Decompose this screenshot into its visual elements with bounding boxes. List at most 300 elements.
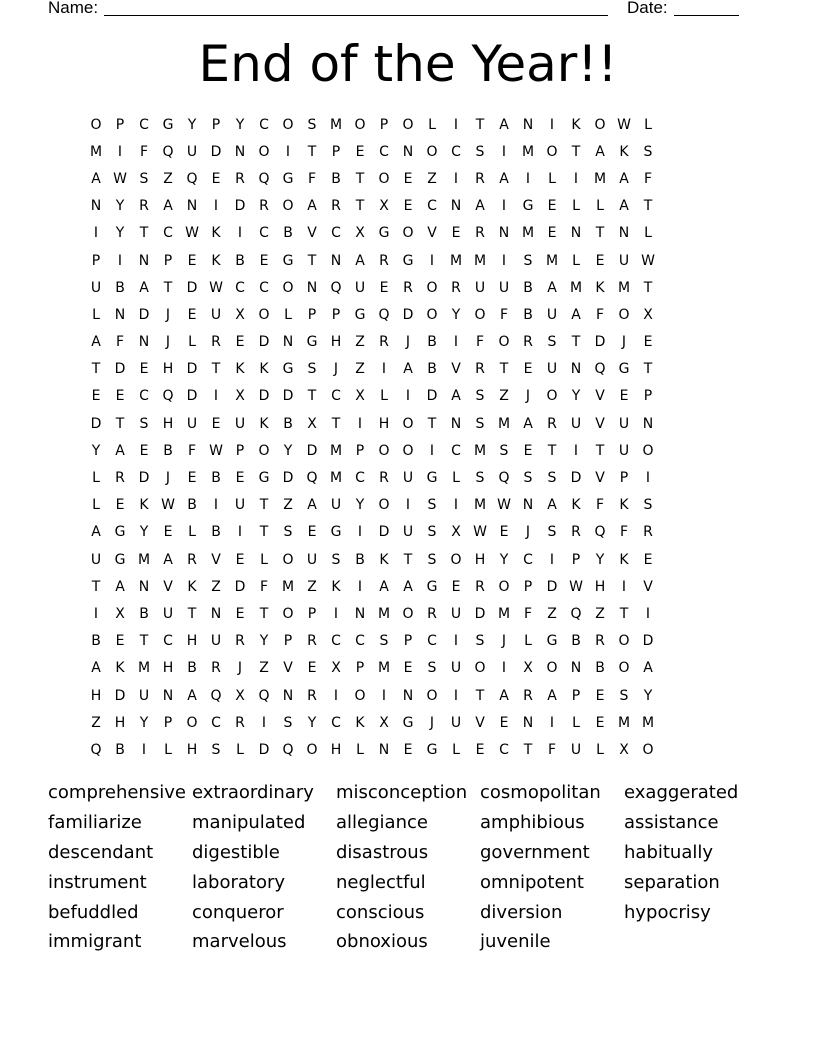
grid-row xyxy=(84,274,732,301)
grid-letter: S xyxy=(499,442,509,459)
word-list-item: allegiance xyxy=(336,812,428,834)
grid-letter: D xyxy=(114,687,126,704)
grid-letter: F xyxy=(595,306,605,323)
grid-letter: S xyxy=(427,497,437,514)
grid-letter: N xyxy=(402,687,414,704)
grid-letter: I xyxy=(357,415,363,432)
grid-letter: N xyxy=(186,198,198,215)
grid-letter: M xyxy=(329,442,343,459)
grid-letter: I xyxy=(237,524,243,541)
grid-letter: W xyxy=(209,442,223,459)
grid-letter: K xyxy=(139,497,149,514)
grid-letter: V xyxy=(451,361,461,378)
grid-letter: T xyxy=(259,497,269,514)
grid-letter: U xyxy=(546,361,558,378)
grid-letter: T xyxy=(571,143,581,160)
grid-letter: R xyxy=(571,524,581,541)
page-title: End of the Year!! xyxy=(198,35,618,93)
grid-letter: D xyxy=(258,388,270,405)
word-list-item: obnoxious xyxy=(336,931,428,953)
word-list-item: exaggerated xyxy=(624,782,739,804)
grid-letter: P xyxy=(163,252,173,269)
grid-letter: U xyxy=(162,605,174,622)
grid-letter: C xyxy=(499,741,509,758)
grid-letter: M xyxy=(449,252,463,269)
grid-letter: W xyxy=(641,252,655,269)
grid-letter: I xyxy=(621,578,627,595)
date-label: Date: xyxy=(627,0,668,17)
grid-letter: A xyxy=(163,198,173,215)
grid-letter: O xyxy=(498,334,510,351)
grid-row xyxy=(84,682,732,709)
grid-letter: I xyxy=(453,170,459,187)
grid-letter: Q xyxy=(258,170,270,187)
grid-letter: P xyxy=(331,306,341,323)
grid-letter: C xyxy=(331,714,341,731)
grid-letter: N xyxy=(498,225,510,242)
grid-letter: A xyxy=(115,442,125,459)
grid-letter: N xyxy=(522,116,534,133)
grid-letter: K xyxy=(619,497,629,514)
grid-letter: X xyxy=(235,306,245,323)
grid-letter: J xyxy=(525,524,531,541)
grid-letter: T xyxy=(115,415,125,432)
grid-letter: B xyxy=(211,524,221,541)
grid-row xyxy=(84,329,732,356)
grid-letter: S xyxy=(547,334,557,351)
grid-letter: Y xyxy=(355,497,365,514)
grid-letter: H xyxy=(474,551,486,568)
grid-letter: I xyxy=(357,578,363,595)
grid-letter: I xyxy=(453,116,459,133)
grid-letter: R xyxy=(307,633,317,650)
grid-letter: G xyxy=(354,306,366,323)
grid-letter: O xyxy=(426,306,438,323)
grid-letter: L xyxy=(92,470,100,487)
grid-letter: V xyxy=(283,660,293,677)
grid-letter: C xyxy=(331,633,341,650)
grid-letter: C xyxy=(379,143,389,160)
grid-letter: W xyxy=(209,279,223,296)
grid-row xyxy=(84,220,732,247)
grid-letter: R xyxy=(259,198,269,215)
grid-letter: Q xyxy=(330,279,342,296)
grid-letter: K xyxy=(211,252,221,269)
grid-letter: M xyxy=(617,714,631,731)
grid-letter: E xyxy=(235,605,245,622)
grid-letter: D xyxy=(234,198,246,215)
grid-letter: O xyxy=(186,714,198,731)
grid-letter: L xyxy=(92,306,100,323)
grid-letter: D xyxy=(570,470,582,487)
grid-letter: I xyxy=(645,470,651,487)
grid-letter: A xyxy=(403,361,413,378)
grid-letter: S xyxy=(427,660,437,677)
grid-letter: O xyxy=(378,442,390,459)
grid-letter: V xyxy=(163,578,173,595)
grid-letter: E xyxy=(499,714,509,731)
grid-letter: A xyxy=(115,578,125,595)
grid-letter: F xyxy=(547,741,557,758)
grid-letter: N xyxy=(402,143,414,160)
grid-letter: E xyxy=(547,225,557,242)
grid-letter: Y xyxy=(91,442,101,459)
grid-letter: B xyxy=(523,306,533,323)
grid-letter: S xyxy=(427,524,437,541)
grid-letter: O xyxy=(426,687,438,704)
grid-letter: M xyxy=(137,551,151,568)
grid-letter: W xyxy=(569,578,583,595)
grid-letter: A xyxy=(91,660,101,677)
grid-letter: F xyxy=(307,170,317,187)
grid-letter: D xyxy=(402,306,414,323)
grid-letter: T xyxy=(499,361,509,378)
grid-letter: G xyxy=(546,633,558,650)
grid-letter: S xyxy=(475,633,485,650)
grid-letter: M xyxy=(593,170,607,187)
grid-letter: Q xyxy=(162,143,174,160)
grid-letter: I xyxy=(141,741,147,758)
grid-letter: D xyxy=(138,306,150,323)
grid-letter: G xyxy=(426,578,438,595)
grid-letter: L xyxy=(644,116,652,133)
grid-letter: A xyxy=(451,388,461,405)
grid-letter: U xyxy=(450,660,462,677)
grid-letter: R xyxy=(307,687,317,704)
grid-letter: S xyxy=(307,361,317,378)
grid-letter: B xyxy=(523,279,533,296)
grid-row xyxy=(84,628,732,655)
grid-letter: Z xyxy=(91,714,101,731)
grid-letter: S xyxy=(211,741,221,758)
grid-letter: E xyxy=(91,388,101,405)
grid-letter: Y xyxy=(451,306,461,323)
word-list-item: familiarize xyxy=(48,812,142,834)
grid-letter: E xyxy=(403,198,413,215)
grid-letter: O xyxy=(258,143,270,160)
grid-letter: Z xyxy=(427,170,437,187)
grid-row xyxy=(84,600,732,627)
grid-letter: I xyxy=(549,551,555,568)
grid-letter: A xyxy=(91,334,101,351)
grid-letter: Q xyxy=(306,470,318,487)
grid-letter: L xyxy=(596,741,604,758)
grid-letter: T xyxy=(211,361,221,378)
grid-row xyxy=(84,410,732,437)
grid-letter: X xyxy=(331,660,341,677)
grid-letter: G xyxy=(282,252,294,269)
grid-letter: N xyxy=(210,605,222,622)
grid-letter: L xyxy=(236,741,244,758)
word-list-row xyxy=(48,778,768,808)
grid-letter: I xyxy=(501,198,507,215)
grid-letter: T xyxy=(259,605,269,622)
grid-letter: D xyxy=(306,442,318,459)
grid-letter: A xyxy=(403,578,413,595)
grid-letter: R xyxy=(475,578,485,595)
grid-letter: J xyxy=(333,361,339,378)
grid-letter: I xyxy=(453,687,459,704)
grid-letter: Q xyxy=(186,170,198,187)
grid-letter: E xyxy=(187,470,197,487)
grid-letter: R xyxy=(475,361,485,378)
word-list-item: amphibious xyxy=(480,812,585,834)
grid-letter: V xyxy=(595,388,605,405)
grid-letter: E xyxy=(115,388,125,405)
grid-letter: H xyxy=(114,714,126,731)
grid-letter: N xyxy=(306,279,318,296)
grid-letter: T xyxy=(643,279,653,296)
grid-letter: U xyxy=(138,687,150,704)
grid-letter: E xyxy=(187,306,197,323)
grid-letter: O xyxy=(282,198,294,215)
grid-letter: T xyxy=(139,633,149,650)
grid-letter: R xyxy=(235,633,245,650)
grid-letter: I xyxy=(525,170,531,187)
grid-letter: E xyxy=(163,524,173,541)
grid-letter: A xyxy=(547,687,557,704)
grid-letter: U xyxy=(450,605,462,622)
grid-letter: I xyxy=(453,633,459,650)
grid-letter: G xyxy=(378,225,390,242)
grid-letter: N xyxy=(570,361,582,378)
grid-letter: P xyxy=(235,442,245,459)
grid-letter: J xyxy=(429,714,435,731)
grid-letter: D xyxy=(546,578,558,595)
grid-letter: R xyxy=(379,252,389,269)
grid-letter: X xyxy=(619,741,629,758)
word-list-row xyxy=(48,897,768,927)
word-list-row xyxy=(48,867,768,897)
grid-letter: C xyxy=(451,442,461,459)
grid-letter: U xyxy=(90,279,102,296)
grid-letter: S xyxy=(523,252,533,269)
grid-letter: H xyxy=(162,361,174,378)
grid-letter: D xyxy=(282,388,294,405)
grid-letter: T xyxy=(643,198,653,215)
grid-letter: N xyxy=(618,225,630,242)
grid-letter: Z xyxy=(355,334,365,351)
grid-letter: A xyxy=(355,252,365,269)
grid-letter: O xyxy=(402,605,414,622)
grid-letter: F xyxy=(259,578,269,595)
grid-letter: D xyxy=(186,388,198,405)
grid-letter: G xyxy=(162,116,174,133)
word-list-item: neglectful xyxy=(336,871,426,893)
grid-letter: M xyxy=(377,605,391,622)
grid-letter: R xyxy=(475,170,485,187)
grid-letter: P xyxy=(307,306,317,323)
grid-letter: U xyxy=(234,497,246,514)
grid-letter: C xyxy=(163,633,173,650)
grid-letter: M xyxy=(473,442,487,459)
grid-letter: R xyxy=(331,198,341,215)
word-list-item: separation xyxy=(624,871,720,893)
grid-letter: N xyxy=(162,687,174,704)
grid-letter: D xyxy=(114,361,126,378)
grid-letter: I xyxy=(285,143,291,160)
grid-letter: N xyxy=(138,252,150,269)
grid-letter: K xyxy=(619,143,629,160)
grid-letter: F xyxy=(499,306,509,323)
grid-letter: M xyxy=(497,605,511,622)
grid-letter: M xyxy=(329,470,343,487)
grid-letter: J xyxy=(525,388,531,405)
grid-letter: S xyxy=(139,415,149,432)
grid-letter: G xyxy=(402,714,414,731)
grid-letter: O xyxy=(378,497,390,514)
grid-letter: A xyxy=(619,198,629,215)
grid-row xyxy=(84,492,732,519)
grid-letter: O xyxy=(378,170,390,187)
grid-letter: T xyxy=(307,143,317,160)
grid-letter: U xyxy=(498,279,510,296)
grid-letter: O xyxy=(498,578,510,595)
grid-letter: C xyxy=(523,551,533,568)
grid-letter: C xyxy=(259,225,269,242)
grid-letter: C xyxy=(139,388,149,405)
grid-letter: Y xyxy=(499,551,509,568)
grid-letter: R xyxy=(427,605,437,622)
grid-letter: R xyxy=(595,633,605,650)
grid-letter: B xyxy=(211,470,221,487)
grid-letter: L xyxy=(188,334,196,351)
grid-letter: A xyxy=(379,578,389,595)
word-list-item: juvenile xyxy=(480,931,551,953)
grid-letter: G xyxy=(618,361,630,378)
grid-letter: N xyxy=(234,143,246,160)
grid-letter: U xyxy=(306,551,318,568)
name-blank-line xyxy=(104,15,608,16)
grid-letter: T xyxy=(523,741,533,758)
grid-letter: P xyxy=(619,470,629,487)
grid-letter: O xyxy=(546,143,558,160)
grid-letter: M xyxy=(617,279,631,296)
grid-letter: T xyxy=(475,687,485,704)
date-blank-line xyxy=(674,15,739,16)
grid-letter: U xyxy=(186,143,198,160)
grid-letter: E xyxy=(451,225,461,242)
grid-letter: A xyxy=(307,198,317,215)
grid-letter: I xyxy=(333,605,339,622)
word-list-item: immigrant xyxy=(48,931,142,953)
grid-letter: N xyxy=(282,334,294,351)
grid-letter: I xyxy=(117,143,123,160)
grid-letter: L xyxy=(380,388,388,405)
grid-letter: O xyxy=(594,116,606,133)
grid-letter: U xyxy=(570,415,582,432)
grid-letter: D xyxy=(258,334,270,351)
word-list-item: descendant xyxy=(48,841,154,863)
grid-letter: I xyxy=(645,605,651,622)
word-list-item: manipulated xyxy=(192,812,306,834)
grid-letter: D xyxy=(642,633,654,650)
grid-row xyxy=(84,519,732,546)
grid-letter: Q xyxy=(498,470,510,487)
grid-letter: R xyxy=(187,551,197,568)
grid-letter: B xyxy=(115,741,125,758)
grid-row xyxy=(84,138,732,165)
grid-letter: M xyxy=(569,279,583,296)
grid-letter: G xyxy=(426,741,438,758)
grid-letter: B xyxy=(427,361,437,378)
grid-row xyxy=(84,464,732,491)
grid-letter: E xyxy=(499,524,509,541)
grid-row xyxy=(84,383,732,410)
grid-letter: J xyxy=(501,633,507,650)
grid-letter: Z xyxy=(259,660,269,677)
grid-letter: X xyxy=(235,687,245,704)
grid-letter: M xyxy=(281,578,295,595)
grid-letter: R xyxy=(475,225,485,242)
grid-letter: S xyxy=(283,714,293,731)
grid-letter: U xyxy=(330,497,342,514)
grid-letter: G xyxy=(426,470,438,487)
grid-letter: P xyxy=(283,633,293,650)
grid-letter: L xyxy=(572,714,580,731)
grid-letter: P xyxy=(523,578,533,595)
grid-letter: Q xyxy=(162,388,174,405)
grid-letter: O xyxy=(618,660,630,677)
grid-letter: W xyxy=(617,116,631,133)
grid-letter: E xyxy=(187,252,197,269)
grid-letter: S xyxy=(547,524,557,541)
grid-letter: M xyxy=(473,252,487,269)
grid-letter: F xyxy=(619,524,629,541)
word-list-item: marvelous xyxy=(192,931,287,953)
grid-letter: E xyxy=(595,687,605,704)
grid-letter: E xyxy=(475,741,485,758)
grid-letter: Y xyxy=(259,633,269,650)
grid-letter: M xyxy=(137,660,151,677)
word-list-item: misconception xyxy=(336,782,468,804)
grid-letter: T xyxy=(331,415,341,432)
grid-row xyxy=(84,546,732,573)
grid-letter: H xyxy=(378,415,390,432)
grid-letter: E xyxy=(115,633,125,650)
grid-letter: U xyxy=(402,470,414,487)
grid-letter: O xyxy=(546,388,558,405)
grid-row xyxy=(84,655,732,682)
grid-letter: R xyxy=(379,470,389,487)
grid-letter: A xyxy=(91,170,101,187)
grid-letter: L xyxy=(92,497,100,514)
grid-letter: O xyxy=(426,143,438,160)
grid-letter: D xyxy=(186,279,198,296)
grid-letter: S xyxy=(427,551,437,568)
grid-letter: L xyxy=(188,524,196,541)
grid-letter: Z xyxy=(355,361,365,378)
grid-letter: S xyxy=(379,633,389,650)
grid-letter: D xyxy=(378,524,390,541)
grid-letter: A xyxy=(499,170,509,187)
word-list-item: conqueror xyxy=(192,901,284,923)
grid-letter: B xyxy=(187,660,197,677)
grid-letter: G xyxy=(330,524,342,541)
grid-letter: T xyxy=(91,361,101,378)
grid-letter: R xyxy=(643,524,653,541)
grid-letter: Y xyxy=(283,442,293,459)
grid-row xyxy=(84,736,732,763)
grid-letter: N xyxy=(642,415,654,432)
grid-letter: G xyxy=(282,170,294,187)
grid-letter: P xyxy=(331,143,341,160)
grid-letter: T xyxy=(619,605,629,622)
word-list-row xyxy=(48,838,768,868)
grid-letter: N xyxy=(138,578,150,595)
grid-letter: I xyxy=(429,442,435,459)
word-list-item: diversion xyxy=(480,901,563,923)
